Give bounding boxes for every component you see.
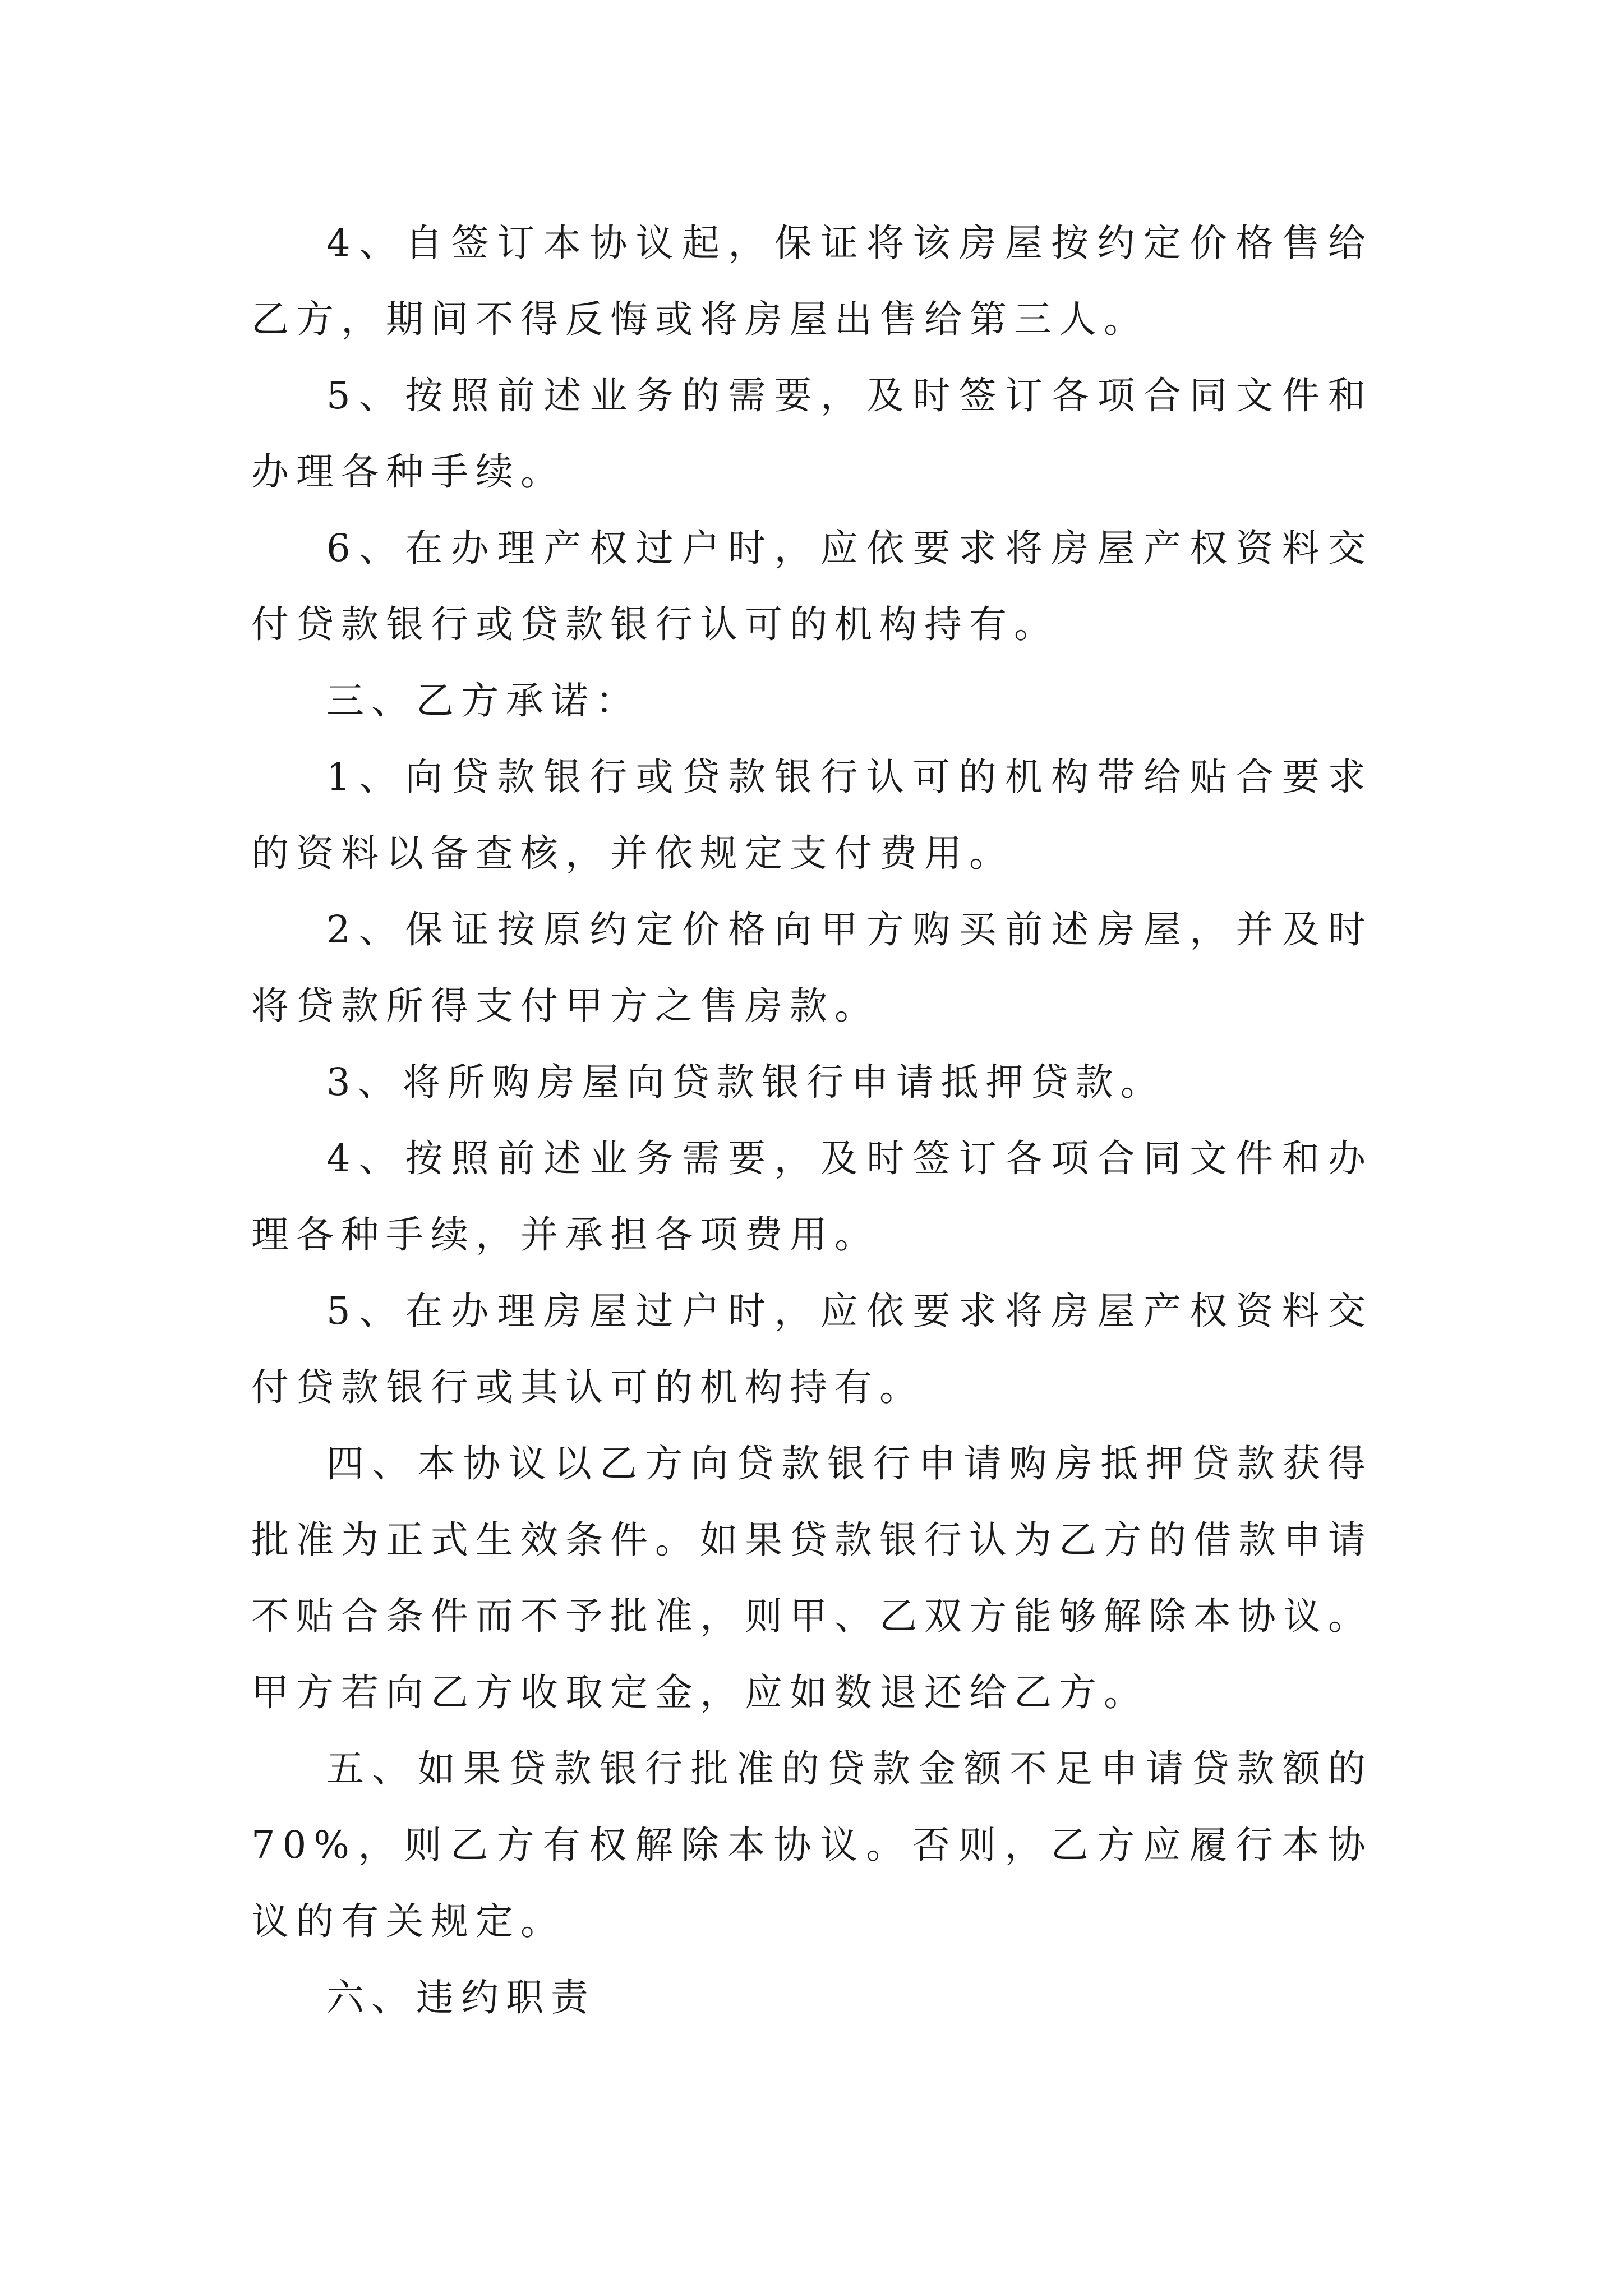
paragraph-seller-commitment-6: 6、在办理产权过户时，应依要求将房屋产权资料交付贷款银行或贷款银行认可的机构持有。 [251,526,1373,646]
paragraph-buyer-commitment-3: 3、将所购房屋向贷款银行申请抵押贷款。 [326,1060,1165,1104]
paragraph-buyer-commitment-5: 5、在办理房屋过户时，应依要求将房屋产权资料交付贷款银行或其认可的机构持有。 [251,1289,1373,1409]
paragraph-buyer-commitment-4: 4、按照前述业务需要，及时签订各项合同文件和办理各种手续，并承担各项费用。 [251,1137,1373,1257]
paragraph-seller-commitment-4: 4、自签订本协议起，保证将该房屋按约定价格售给乙方，期间不得反悔或将房屋出售给第三人。 [251,221,1373,341]
paragraph-seller-commitment-5: 5、按照前述业务的需要，及时签订各项合同文件和办理各种手续。 [251,374,1373,494]
section-effective-condition: 四、本协议以乙方向贷款银行申请购房抵押贷款获得批准为正式生效条件。如果贷款银行认为乙方的借款申请不贴合条件而不予批准，则甲、乙双方能够解除本协议。甲方若向乙方收取定金，应如数退还给乙方。 [251,1442,1373,1714]
document-body [251,205,1373,2036]
paragraph-buyer-commitment-1: 1、向贷款银行或贷款银行认可的机构带给贴合要求的资料以备查核，并依规定支付费用。 [251,755,1373,875]
section-heading-buyer-commitments: 三、乙方承诺： [326,679,640,723]
section-loan-amount-clause: 五、如果贷款银行批准的贷款金额不足申请贷款额的70%，则乙方有权解除本协议。否则，乙方应履行本协议的有关规定。 [251,1747,1373,1943]
section-heading-breach-liability: 六、违约职责 [326,1976,596,2019]
paragraph-buyer-commitment-2: 2、保证按原约定价格向甲方购买前述房屋，并及时将贷款所得支付甲方之售房款。 [251,908,1373,1028]
